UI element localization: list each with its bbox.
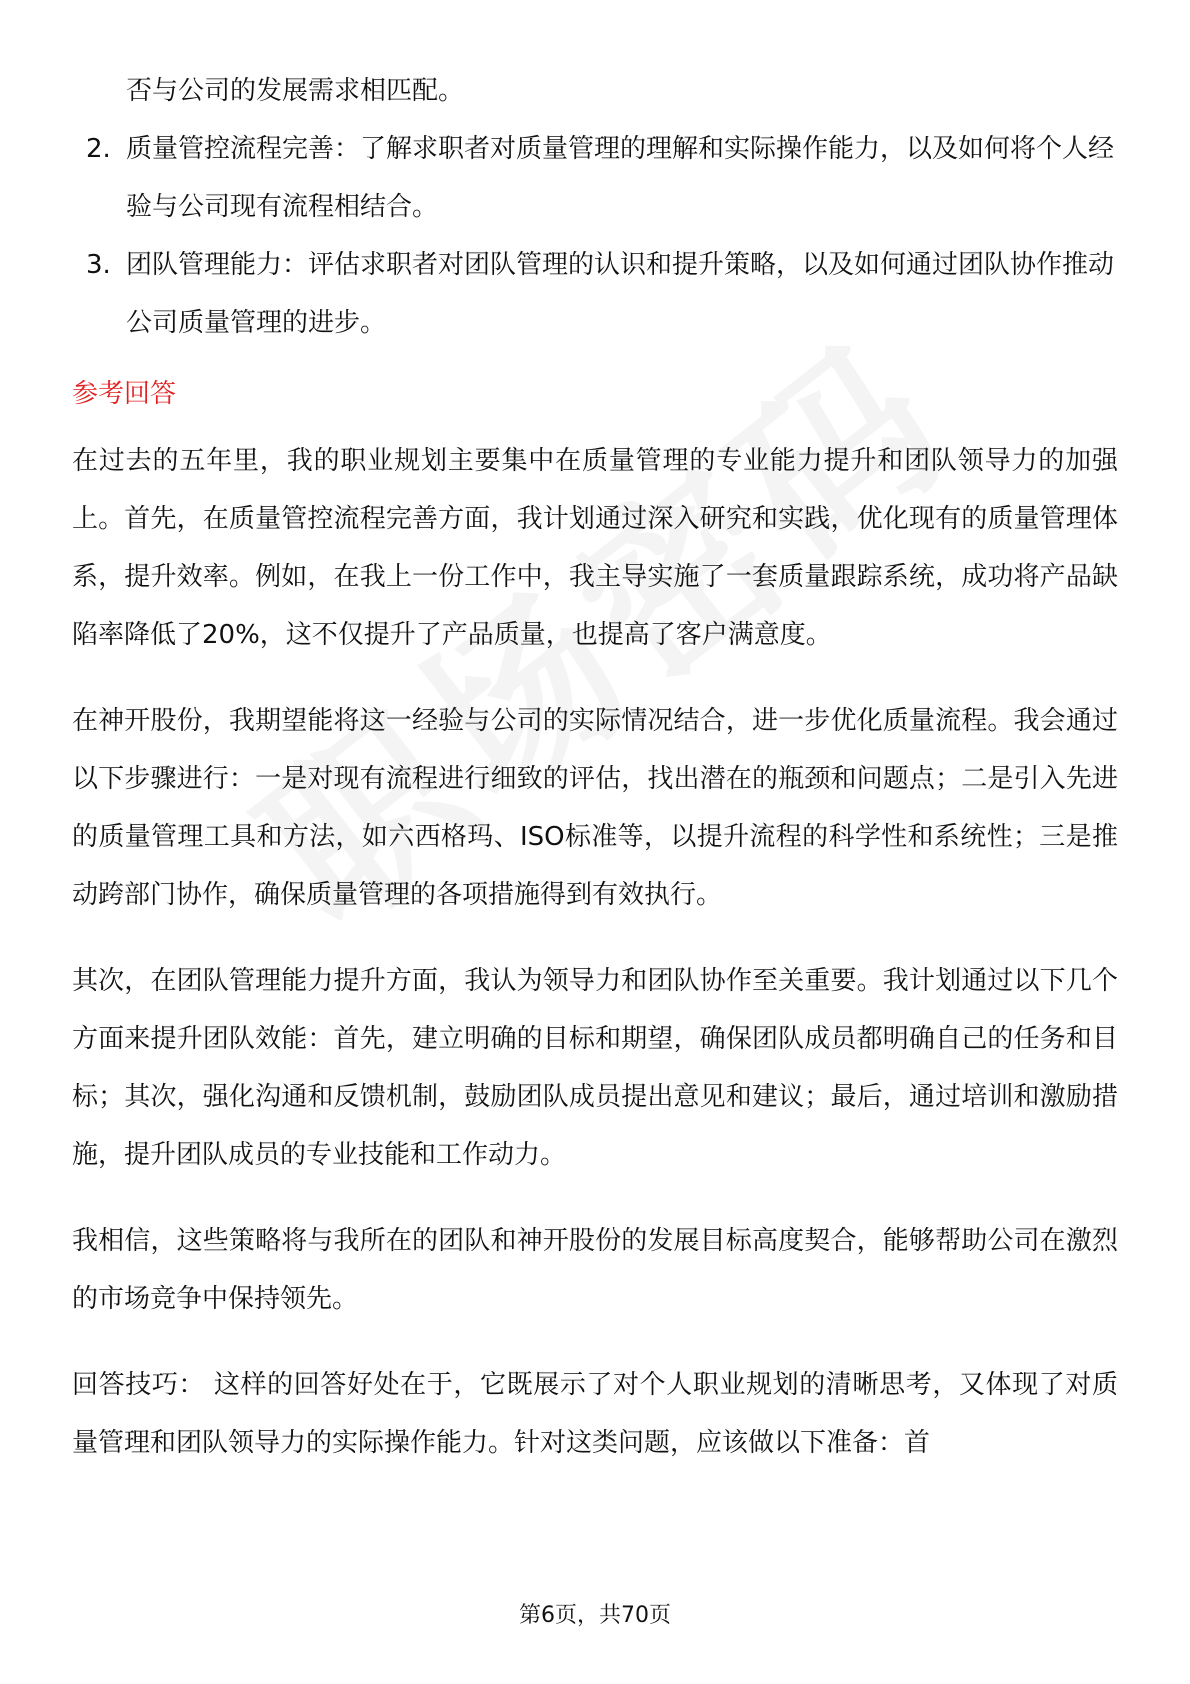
list-item [72,236,1118,352]
list-item [72,120,1118,236]
list-item-continuation: 否与公司的发展需求相匹配。 [126,76,465,106]
page-number-footer: 第6页，共70页 [519,1603,671,1628]
answer-tips-paragraph: 回答技巧： 这样的回答好处在于，它既展示了对个人职业规划的清晰思考，又体现了对质量管理和团队领导力的实际操作能力。针对这类问题，应该做以下准备：首 [72,1370,1118,1458]
list-number: 2. [86,134,111,164]
list-item-text: 质量管控流程完善：了解求职者对质量管理的理解和实际操作能力，以及如何将个人经验与公司现有流程相结合。 [126,134,1115,222]
answer-paragraph: 我相信，这些策略将与我所在的团队和神开股份的发展目标高度契合，能够帮助公司在激烈的市场竞争中保持领先。 [72,1226,1118,1314]
answer-paragraph: 在过去的五年里，我的职业规划主要集中在质量管理的专业能力提升和团队领导力的加强上。首先，在质量管控流程完善方面，我计划通过深入研究和实践，优化现有的质量管理体系，提升效率。例如，在我上一份工作中，我主导实施了一套质量跟踪系统，成功将产品缺陷率降低了20%，这不仅提升了产品质量，也提高了客户满意度。 [72,446,1118,650]
page-content [72,62,1118,1472]
criteria-list [72,120,1118,352]
list-number: 3. [86,250,111,280]
section-heading-reference-answer: 参考回答 [72,379,177,409]
answer-paragraph: 在神开股份，我期望能将这一经验与公司的实际情况结合，进一步优化质量流程。我会通过以下步骤进行：一是对现有流程进行细致的评估，找出潜在的瓶颈和问题点；二是引入先进的质量管理工具和方法，如六西格玛、ISO标准等，以提升流程的科学性和系统性；三是推动跨部门协作，确保质量管理的各项措施得到有效执行。 [72,706,1118,910]
answer-paragraph: 其次，在团队管理能力提升方面，我认为领导力和团队协作至关重要。我计划通过以下几个方面来提升团队效能：首先，建立明确的目标和期望，确保团队成员都明确自己的任务和目标；其次，强化沟通和反馈机制，鼓励团队成员提出意见和建议；最后，通过培训和激励措施，提升团队成员的专业技能和工作动力。 [72,966,1118,1170]
list-item-text: 团队管理能力：评估求职者对团队管理的认识和提升策略，以及如何通过团队协作推动公司质量管理的进步。 [126,250,1115,338]
